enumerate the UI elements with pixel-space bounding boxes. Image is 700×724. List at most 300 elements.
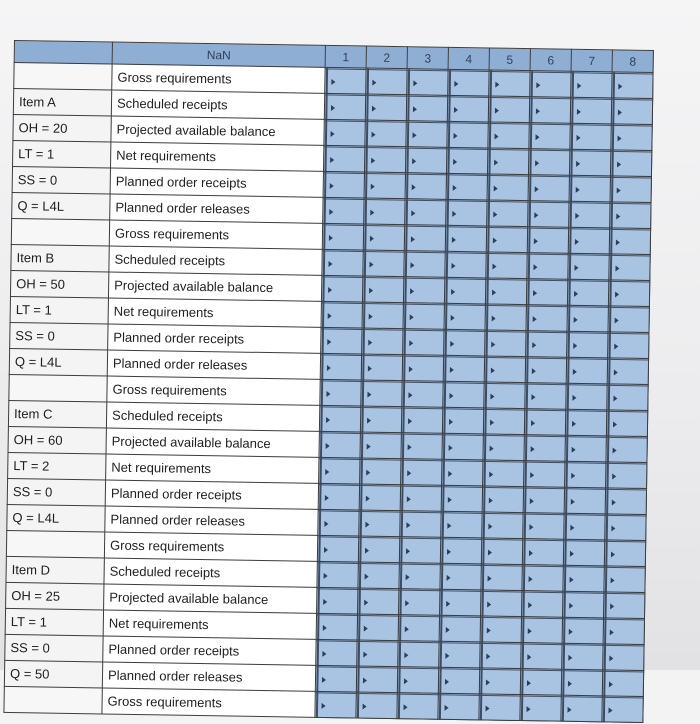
period-cell[interactable]	[365, 120, 406, 147]
period-cell[interactable]	[486, 252, 527, 279]
period-cell[interactable]	[319, 431, 360, 458]
period-cell[interactable]	[563, 539, 604, 566]
cell-marker-icon	[450, 367, 454, 373]
period-cell[interactable]	[440, 537, 481, 564]
period-cell[interactable]	[606, 436, 647, 463]
period-cell[interactable]	[567, 305, 608, 332]
cell-marker-icon	[323, 625, 327, 631]
period-cell[interactable]	[444, 277, 485, 304]
period-cell[interactable]	[602, 696, 643, 723]
period-cell[interactable]	[480, 616, 521, 643]
period-cell[interactable]	[405, 199, 446, 226]
period-cell[interactable]	[607, 384, 648, 411]
period-cell[interactable]	[606, 410, 647, 437]
period-cell[interactable]	[362, 302, 403, 329]
period-cell[interactable]	[322, 223, 363, 250]
period-cell[interactable]	[603, 592, 644, 619]
period-cell[interactable]	[611, 98, 652, 125]
period-cell[interactable]	[439, 615, 480, 642]
period-cell[interactable]	[359, 484, 400, 511]
period-cell[interactable]	[441, 485, 482, 512]
cell-marker-icon	[408, 444, 412, 450]
period-cell[interactable]	[603, 644, 644, 671]
period-header: 1	[325, 45, 366, 68]
period-cell[interactable]	[440, 589, 481, 616]
period-cell[interactable]	[610, 202, 651, 229]
period-cell[interactable]	[443, 381, 484, 408]
period-cell[interactable]	[528, 175, 569, 202]
period-cell[interactable]	[357, 640, 398, 667]
period-cell[interactable]	[609, 228, 650, 255]
cell-marker-icon	[489, 472, 493, 478]
cell-marker-icon	[494, 186, 498, 192]
period-cell[interactable]	[488, 96, 529, 123]
period-cell[interactable]	[361, 380, 402, 407]
period-cell[interactable]	[356, 692, 397, 719]
item-parameter: OH = 20	[13, 114, 111, 142]
period-cell[interactable]	[443, 355, 484, 382]
period-cell[interactable]	[604, 566, 645, 593]
header-label: NaN	[112, 42, 325, 67]
period-cell[interactable]	[528, 201, 569, 228]
period-cell[interactable]	[364, 198, 405, 225]
period-cell[interactable]	[484, 356, 525, 383]
period-cell[interactable]	[316, 613, 357, 640]
period-cell[interactable]	[401, 459, 442, 486]
period-cell[interactable]	[483, 460, 524, 487]
period-cell[interactable]	[448, 69, 489, 96]
cell-marker-icon	[411, 210, 415, 216]
row-label: Gross requirements	[112, 64, 325, 93]
period-cell[interactable]	[604, 540, 645, 567]
row-label: Scheduled receipts	[106, 402, 319, 431]
cell-marker-icon	[452, 211, 456, 217]
cell-marker-icon	[495, 108, 499, 114]
period-cell[interactable]	[400, 485, 441, 512]
period-cell[interactable]	[356, 666, 397, 693]
period-cell[interactable]	[439, 641, 480, 668]
period-cell[interactable]	[323, 145, 364, 172]
cell-marker-icon	[447, 549, 451, 555]
period-cell[interactable]	[568, 253, 609, 280]
period-cell[interactable]	[488, 122, 529, 149]
period-cell[interactable]	[526, 305, 567, 332]
period-cell[interactable]	[565, 409, 606, 436]
period-cell[interactable]	[481, 538, 522, 565]
period-cell[interactable]	[527, 227, 568, 254]
period-cell[interactable]	[481, 590, 522, 617]
period-cell[interactable]	[315, 665, 356, 692]
period-cell[interactable]	[569, 149, 610, 176]
cell-marker-icon	[447, 523, 451, 529]
period-cell[interactable]	[479, 694, 520, 721]
cell-marker-icon	[488, 524, 492, 530]
period-cell[interactable]	[365, 94, 406, 121]
period-cell[interactable]	[486, 226, 527, 253]
period-cell[interactable]	[605, 488, 646, 515]
period-cell[interactable]	[406, 95, 447, 122]
period-cell[interactable]	[610, 150, 651, 177]
period-cell[interactable]	[407, 69, 448, 96]
period-cell[interactable]	[358, 562, 399, 589]
period-cell[interactable]	[321, 301, 362, 328]
period-cell[interactable]	[446, 199, 487, 226]
cell-marker-icon	[370, 210, 374, 216]
cell-marker-icon	[451, 263, 455, 269]
period-cell[interactable]	[530, 71, 571, 98]
cell-marker-icon	[572, 447, 576, 453]
period-cell[interactable]	[608, 280, 649, 307]
cell-marker-icon	[613, 395, 617, 401]
cell-marker-icon	[611, 577, 615, 583]
period-cell[interactable]	[562, 617, 603, 644]
row-label: Planned order receipts	[103, 636, 316, 665]
period-cell[interactable]	[608, 332, 649, 359]
period-cell[interactable]	[563, 591, 604, 618]
cell-marker-icon	[534, 238, 538, 244]
period-cell[interactable]	[483, 434, 524, 461]
period-cell[interactable]	[567, 331, 608, 358]
item-parameter: SS = 0	[10, 322, 108, 350]
period-cell[interactable]	[438, 667, 479, 694]
period-cell[interactable]	[564, 513, 605, 540]
period-cell[interactable]	[527, 253, 568, 280]
period-cell[interactable]	[480, 642, 521, 669]
period-cell[interactable]	[524, 409, 565, 436]
period-cell[interactable]	[320, 379, 361, 406]
period-cell[interactable]	[570, 97, 611, 124]
period-cell[interactable]	[319, 405, 360, 432]
period-cell[interactable]	[357, 614, 398, 641]
cell-marker-icon	[324, 521, 328, 527]
period-cell[interactable]	[481, 564, 522, 591]
period-cell[interactable]	[605, 514, 646, 541]
cell-marker-icon	[568, 707, 572, 713]
cell-marker-icon	[454, 81, 458, 87]
period-cell[interactable]	[400, 511, 441, 538]
period-cell[interactable]	[364, 146, 405, 173]
period-cell[interactable]	[526, 331, 567, 358]
period-cell[interactable]	[402, 355, 443, 382]
period-cell[interactable]	[401, 433, 442, 460]
cell-marker-icon	[495, 82, 499, 88]
period-cell[interactable]	[525, 357, 566, 384]
cell-marker-icon	[365, 574, 369, 580]
item-parameter: SS = 0	[7, 478, 105, 506]
period-cell[interactable]	[569, 201, 610, 228]
period-cell[interactable]	[521, 617, 562, 644]
cell-marker-icon	[404, 678, 408, 684]
cell-marker-icon	[330, 157, 334, 163]
item-parameter: LT = 1	[5, 608, 103, 636]
period-cell[interactable]	[440, 563, 481, 590]
cell-marker-icon	[493, 238, 497, 244]
period-cell[interactable]	[322, 249, 363, 276]
period-cell[interactable]	[362, 328, 403, 355]
period-cell[interactable]	[442, 433, 483, 460]
period-cell[interactable]	[317, 587, 358, 614]
period-cell[interactable]	[524, 435, 565, 462]
period-cell[interactable]	[522, 539, 563, 566]
period-cell[interactable]	[401, 407, 442, 434]
period-cell[interactable]	[438, 693, 479, 720]
period-cell[interactable]	[487, 148, 528, 175]
period-cell[interactable]	[570, 123, 611, 150]
cell-marker-icon	[492, 316, 496, 322]
period-cell[interactable]	[404, 225, 445, 252]
cell-marker-icon	[577, 83, 581, 89]
cell-marker-icon	[404, 704, 408, 710]
period-cell[interactable]	[610, 176, 651, 203]
period-cell[interactable]	[361, 354, 402, 381]
cell-marker-icon	[328, 287, 332, 293]
period-header: 4	[448, 47, 489, 70]
cell-marker-icon	[363, 652, 367, 658]
cell-marker-icon	[491, 342, 495, 348]
period-cell[interactable]	[398, 641, 439, 668]
cell-marker-icon	[413, 80, 417, 86]
period-cell[interactable]	[318, 483, 359, 510]
item-parameter: Item A	[13, 89, 111, 117]
period-cell[interactable]	[607, 358, 648, 385]
period-cell[interactable]	[366, 68, 407, 95]
period-cell[interactable]	[523, 513, 564, 540]
period-cell[interactable]	[321, 327, 362, 354]
period-cell[interactable]	[445, 225, 486, 252]
period-header: 7	[571, 49, 612, 72]
period-cell[interactable]	[444, 329, 485, 356]
period-cell[interactable]	[324, 93, 365, 120]
period-cell[interactable]	[564, 487, 605, 514]
period-cell[interactable]	[603, 618, 644, 645]
period-cell[interactable]	[321, 275, 362, 302]
row-label: Scheduled receipts	[104, 558, 317, 587]
period-cell[interactable]	[406, 121, 447, 148]
period-cell[interactable]	[403, 277, 444, 304]
period-cell[interactable]	[398, 615, 439, 642]
cell-marker-icon	[531, 446, 535, 452]
period-cell[interactable]	[484, 382, 525, 409]
period-cell[interactable]	[447, 95, 488, 122]
period-cell[interactable]	[562, 643, 603, 670]
cell-marker-icon	[331, 79, 335, 85]
cell-marker-icon	[568, 655, 572, 661]
period-cell[interactable]	[360, 406, 401, 433]
cell-marker-icon	[569, 629, 573, 635]
period-cell[interactable]	[442, 459, 483, 486]
period-cell[interactable]	[608, 306, 649, 333]
period-cell[interactable]	[402, 381, 443, 408]
period-cell[interactable]	[487, 200, 528, 227]
period-cell[interactable]	[405, 173, 446, 200]
period-cell[interactable]	[403, 329, 444, 356]
cell-marker-icon	[532, 342, 536, 348]
period-cell[interactable]	[325, 67, 366, 94]
period-cell[interactable]	[566, 357, 607, 384]
period-cell[interactable]	[568, 227, 609, 254]
cell-marker-icon	[326, 443, 330, 449]
cell-marker-icon	[331, 105, 335, 111]
period-cell[interactable]	[363, 250, 404, 277]
period-cell[interactable]	[522, 591, 563, 618]
cell-marker-icon	[613, 421, 617, 427]
row-label: Planned order releases	[102, 662, 315, 691]
cell-marker-icon	[412, 184, 416, 190]
cell-marker-icon	[322, 703, 326, 709]
cell-marker-icon	[531, 394, 535, 400]
period-cell[interactable]	[529, 97, 570, 124]
period-cell[interactable]	[358, 536, 399, 563]
row-label: Scheduled receipts	[111, 90, 324, 119]
period-cell[interactable]	[362, 276, 403, 303]
period-cell[interactable]	[611, 124, 652, 151]
period-cell[interactable]	[317, 561, 358, 588]
cell-marker-icon	[413, 106, 417, 112]
period-cell[interactable]	[363, 224, 404, 251]
period-cell[interactable]	[447, 121, 488, 148]
period-cell[interactable]	[364, 172, 405, 199]
cell-marker-icon	[615, 291, 619, 297]
period-cell[interactable]	[521, 643, 562, 670]
period-cell[interactable]	[360, 458, 401, 485]
period-cell[interactable]	[441, 511, 482, 538]
period-cell[interactable]	[323, 197, 364, 224]
period-cell[interactable]	[609, 254, 650, 281]
period-cell[interactable]	[565, 435, 606, 462]
cell-marker-icon	[410, 288, 414, 294]
period-cell[interactable]	[529, 123, 570, 150]
period-cell[interactable]	[403, 303, 444, 330]
cell-marker-icon	[369, 314, 373, 320]
period-cell[interactable]	[399, 563, 440, 590]
period-cell[interactable]	[360, 432, 401, 459]
cell-marker-icon	[487, 602, 491, 608]
item-parameter: SS = 0	[12, 166, 110, 194]
item-spacer-cell	[6, 530, 104, 558]
cell-marker-icon	[366, 470, 370, 476]
period-cell[interactable]	[397, 693, 438, 720]
cell-marker-icon	[325, 469, 329, 475]
period-cell[interactable]	[444, 303, 485, 330]
period-cell[interactable]	[482, 486, 523, 513]
item-spacer-cell	[11, 218, 109, 246]
period-cell[interactable]	[318, 509, 359, 536]
period-cell[interactable]	[319, 457, 360, 484]
period-cell[interactable]	[523, 487, 564, 514]
cell-marker-icon	[492, 290, 496, 296]
row-label: Planned order releases	[107, 350, 320, 379]
period-cell[interactable]	[479, 668, 520, 695]
period-cell[interactable]	[565, 461, 606, 488]
cell-marker-icon	[535, 160, 539, 166]
period-cell[interactable]	[485, 278, 526, 305]
period-cell[interactable]	[487, 174, 528, 201]
period-cell[interactable]	[397, 667, 438, 694]
period-cell[interactable]	[485, 330, 526, 357]
period-cell[interactable]	[569, 175, 610, 202]
period-cell[interactable]	[323, 171, 364, 198]
period-cell[interactable]	[483, 408, 524, 435]
cell-marker-icon	[574, 291, 578, 297]
item-parameter: Item B	[11, 244, 109, 272]
period-cell[interactable]	[404, 251, 445, 278]
cell-marker-icon	[328, 261, 332, 267]
period-cell[interactable]	[316, 639, 357, 666]
period-cell[interactable]	[571, 71, 612, 98]
row-label: Scheduled receipts	[109, 246, 322, 275]
period-header: 2	[366, 46, 407, 69]
row-label: Net requirements	[108, 298, 321, 327]
cell-marker-icon	[488, 550, 492, 556]
cell-marker-icon	[325, 495, 329, 501]
item-parameter: Q = L4L	[12, 192, 110, 220]
period-cell[interactable]	[520, 695, 561, 722]
period-header: 5	[489, 48, 530, 71]
period-cell[interactable]	[528, 149, 569, 176]
cell-marker-icon	[365, 522, 369, 528]
period-cell[interactable]	[567, 279, 608, 306]
period-cell[interactable]	[446, 147, 487, 174]
cell-marker-icon	[364, 600, 368, 606]
cell-marker-icon	[527, 654, 531, 660]
period-cell[interactable]	[525, 383, 566, 410]
period-cell[interactable]	[399, 589, 440, 616]
period-cell[interactable]	[606, 462, 647, 489]
period-cell[interactable]	[315, 691, 356, 718]
cell-marker-icon	[412, 158, 416, 164]
period-cell[interactable]	[526, 279, 567, 306]
item-parameter: Item D	[6, 556, 104, 584]
cell-marker-icon	[372, 106, 376, 112]
cell-marker-icon	[410, 262, 414, 268]
period-cell[interactable]	[561, 669, 602, 696]
period-cell[interactable]	[358, 588, 399, 615]
period-cell[interactable]	[317, 535, 358, 562]
period-cell[interactable]	[359, 510, 400, 537]
cell-marker-icon	[406, 574, 410, 580]
period-cell[interactable]	[320, 353, 361, 380]
period-cell[interactable]	[522, 565, 563, 592]
period-cell[interactable]	[442, 407, 483, 434]
cell-marker-icon	[367, 418, 371, 424]
cell-marker-icon	[406, 548, 410, 554]
period-cell[interactable]	[405, 147, 446, 174]
cell-marker-icon	[531, 420, 535, 426]
cell-marker-icon	[408, 418, 412, 424]
cell-marker-icon	[617, 187, 621, 193]
period-cell[interactable]	[524, 461, 565, 488]
period-cell[interactable]	[612, 72, 653, 99]
period-cell[interactable]	[563, 565, 604, 592]
cell-marker-icon	[449, 393, 453, 399]
item-spacer-cell	[4, 686, 102, 714]
item-parameter: Item C	[8, 400, 106, 428]
period-cell[interactable]	[399, 537, 440, 564]
period-cell[interactable]	[520, 669, 561, 696]
cell-marker-icon	[490, 394, 494, 400]
period-cell[interactable]	[489, 70, 530, 97]
period-cell[interactable]	[485, 304, 526, 331]
cell-marker-icon	[331, 131, 335, 137]
period-cell[interactable]	[566, 383, 607, 410]
period-cell[interactable]	[324, 119, 365, 146]
period-cell[interactable]	[602, 670, 643, 697]
period-cell[interactable]	[561, 695, 602, 722]
period-cell[interactable]	[446, 173, 487, 200]
period-cell[interactable]	[445, 251, 486, 278]
period-cell[interactable]	[482, 512, 523, 539]
cell-marker-icon	[574, 265, 578, 271]
